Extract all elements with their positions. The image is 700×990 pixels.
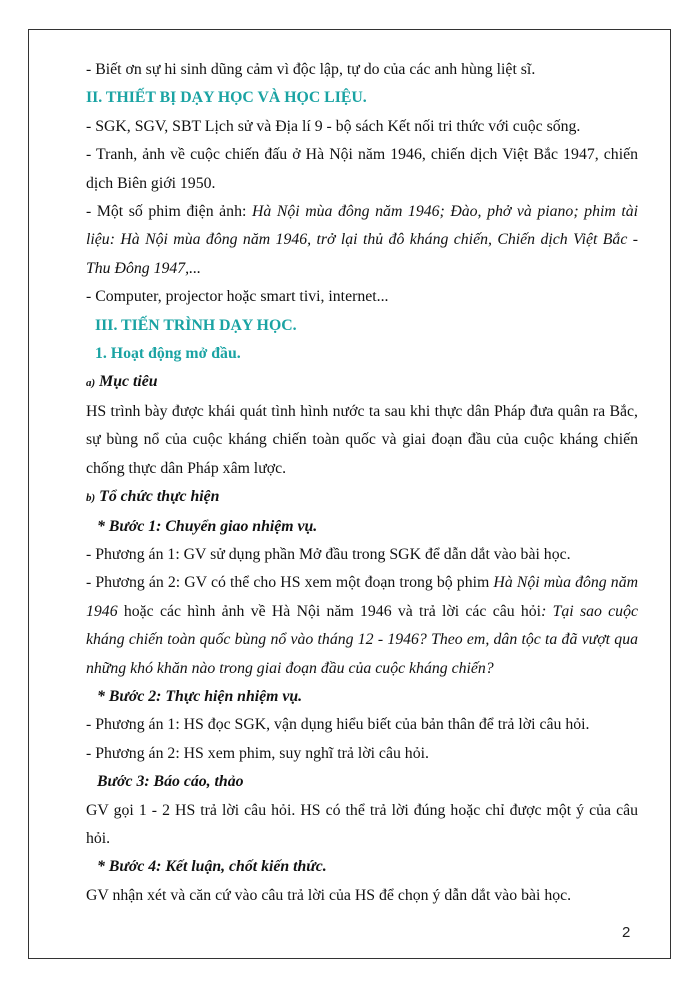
step-2-option-1: - Phương án 1: HS đọc SGK, vận dụng hiểu biết của bản thân để trả lời câu hỏi. — [86, 716, 590, 734]
objective-text: HS trình bày được khái quát tình hình nước ta sau khi thực dân Pháp đưa quân ra Bắc, sự bùng nổ của cuộc kháng chiến toàn quốc và giai đoạn đầu của cuộc kháng chiến chống thực dân Pháp xâm lược. — [86, 402, 638, 477]
page-number: 2 — [622, 924, 631, 941]
step-1-option-2 — [86, 569, 638, 683]
subheading-a-title: Mục tiêu — [99, 373, 158, 391]
subheading-a — [86, 368, 638, 397]
step-2-heading: * Bước 2: Thực hiện nhiệm vụ. — [97, 687, 303, 705]
section-heading-ii: II. THIẾT BỊ DẠY HỌC VÀ HỌC LIỆU. — [86, 89, 367, 107]
films-prefix: - Một số phim điện ảnh: — [86, 203, 252, 221]
step-1-option-1: - Phương án 1: GV sử dụng phần Mở đầu trong SGK để dẫn dắt vào bài học. — [86, 545, 571, 563]
marker-b: b) — [86, 492, 96, 505]
step-1-heading: * Bước 1: Chuyển giao nhiệm vụ. — [97, 517, 318, 535]
films-list: Hà Nội mùa đông năm 1946; Đào, phở và piano; phim tài liệu: Hà Nội mùa đông năm 1946, trở lại thủ đô kháng chiến, Chiến dịch Việt Bắc - Thu Đông 1947,... — [86, 203, 639, 277]
step-3-heading: Bước 3: Báo cáo, thảo — [97, 773, 244, 791]
equipment-item-1: - SGK, SGV, SBT Lịch sử và Địa lí 9 - bộ sách Kết nối tri thức với cuộc sống. — [86, 117, 581, 135]
section-heading-iii: III. TIẾN TRÌNH DẠY HỌC. — [95, 316, 297, 334]
option-2-part-a: - Phương án 2: GV có thể cho HS xem một đoạn trong bộ phim — [86, 574, 494, 592]
step-2-option-2: - Phương án 2: HS xem phim, suy nghĩ trả lời câu hỏi. — [86, 744, 429, 762]
equipment-item-4: - Computer, projector hoặc smart tivi, internet... — [86, 288, 389, 306]
option-2-part-c: hoặc các hình ảnh về Hà Nội năm 1946 và trả lời các câu hỏi — [117, 602, 542, 620]
option-2-questions: : Tại sao cuộc kháng chiến toàn quốc bùng nổ vào tháng 12 - 1946? Theo em, dân tộc ta đã vượt qua những khó khăn nào trong giai đoạn đầu của cuộc kháng chiến? — [86, 602, 638, 677]
subsection-heading-1: 1. Hoạt động mở đầu. — [95, 345, 241, 363]
subheading-b-title: Tổ chức thực hiện — [99, 488, 220, 506]
subheading-b — [86, 483, 638, 512]
option-2-film-title: Hà Nội mùa đông năm 1946 — [86, 574, 638, 620]
equipment-item-3 — [86, 198, 638, 283]
equipment-item-2: - Tranh, ảnh về cuộc chiến đấu ở Hà Nội năm 1946, chiến dịch Việt Bắc 1947, chiến dịch Biên giới 1950. — [86, 146, 638, 192]
step-4-text: GV nhận xét và căn cứ vào câu trả lời của HS để chọn ý dẫn dắt vào bài học. — [86, 886, 572, 904]
step-3-text: GV gọi 1 - 2 HS trả lời câu hỏi. HS có thể trả lời đúng hoặc chỉ được một ý của câu hỏi. — [86, 801, 638, 847]
step-4-heading: * Bước 4: Kết luận, chốt kiến thức. — [97, 858, 327, 876]
marker-a: a) — [86, 377, 96, 390]
objective-line: - Biết ơn sự hi sinh dũng cảm vì độc lập, tự do của các anh hùng liệt sĩ. — [86, 61, 536, 78]
document-body — [86, 56, 638, 910]
